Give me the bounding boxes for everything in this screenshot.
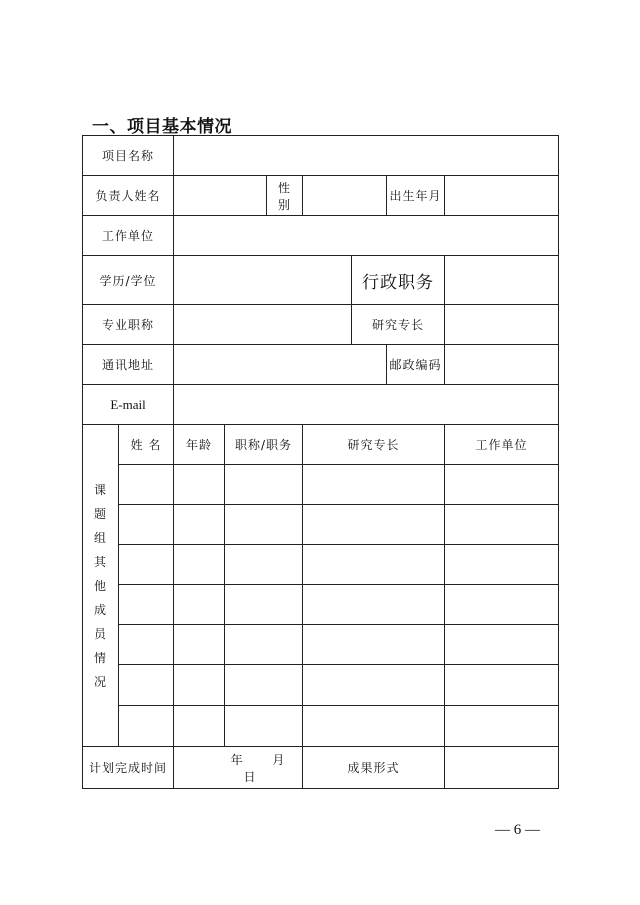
member-cell[interactable] (119, 625, 174, 665)
member-cell[interactable] (119, 545, 174, 585)
member-row (83, 585, 559, 625)
research-specialty-field[interactable] (445, 305, 559, 345)
member-cell[interactable] (303, 706, 445, 747)
member-row (83, 665, 559, 706)
birth-field[interactable] (445, 176, 559, 216)
page-number: — 6 — (495, 822, 540, 838)
project-name-label: 项目名称 (83, 136, 174, 176)
member-cell[interactable] (225, 505, 303, 545)
postcode-label: 邮政编码 (387, 345, 445, 385)
side-char: 课 (93, 482, 107, 497)
email-field[interactable] (174, 385, 559, 425)
address-label: 通讯地址 (83, 345, 174, 385)
month-label: 月 (272, 752, 286, 767)
member-cell[interactable] (174, 665, 225, 706)
member-cell[interactable] (445, 585, 559, 625)
members-side-label (83, 425, 119, 747)
side-char: 员 (93, 626, 107, 641)
side-char: 况 (93, 674, 107, 689)
member-row (83, 625, 559, 665)
member-cell[interactable] (445, 706, 559, 747)
result-form-field[interactable] (445, 747, 559, 789)
member-cell[interactable] (303, 505, 445, 545)
member-header-title: 职称/职务 (225, 425, 303, 465)
member-row (83, 465, 559, 505)
address-field[interactable] (174, 345, 387, 385)
email-label: E-mail (83, 385, 174, 425)
member-cell[interactable] (174, 545, 225, 585)
member-cell[interactable] (119, 585, 174, 625)
member-cell[interactable] (303, 665, 445, 706)
member-header-name: 姓 名 (119, 425, 174, 465)
side-char: 其 (93, 554, 107, 569)
member-row (83, 706, 559, 747)
day-label: 日 (243, 769, 257, 784)
member-cell[interactable] (225, 585, 303, 625)
project-name-field[interactable] (174, 136, 559, 176)
member-cell[interactable] (119, 505, 174, 545)
result-form-label: 成果形式 (303, 747, 445, 789)
member-cell[interactable] (225, 465, 303, 505)
member-row (83, 505, 559, 545)
side-char: 成 (93, 602, 107, 617)
research-specialty-label: 研究专长 (352, 305, 445, 345)
member-cell[interactable] (174, 625, 225, 665)
member-cell[interactable] (174, 505, 225, 545)
member-cell[interactable] (445, 465, 559, 505)
side-char: 题 (93, 506, 107, 521)
work-unit-field[interactable] (174, 216, 559, 256)
title-label: 专业职称 (83, 305, 174, 345)
work-unit-label: 工作单位 (83, 216, 174, 256)
member-cell[interactable] (119, 706, 174, 747)
member-cell[interactable] (225, 706, 303, 747)
postcode-field[interactable] (445, 345, 559, 385)
member-header-age: 年龄 (174, 425, 225, 465)
member-cell[interactable] (445, 665, 559, 706)
side-char: 组 (93, 530, 107, 545)
member-header-specialty: 研究专长 (303, 425, 445, 465)
plan-time-field[interactable] (174, 747, 303, 789)
side-char: 情 (93, 650, 107, 665)
title-field[interactable] (174, 305, 352, 345)
admin-post-field[interactable] (445, 256, 559, 305)
project-info-table (82, 135, 559, 789)
admin-post-label: 行政职务 (352, 256, 445, 305)
member-cell[interactable] (303, 545, 445, 585)
member-cell[interactable] (119, 665, 174, 706)
member-header-unit: 工作单位 (445, 425, 559, 465)
education-label: 学历/学位 (83, 256, 174, 305)
member-cell[interactable] (303, 465, 445, 505)
gender-field[interactable] (303, 176, 387, 216)
member-row (83, 545, 559, 585)
plan-time-label: 计划完成时间 (83, 747, 174, 789)
member-cell[interactable] (225, 665, 303, 706)
member-cell[interactable] (119, 465, 174, 505)
member-cell[interactable] (303, 585, 445, 625)
member-cell[interactable] (174, 465, 225, 505)
member-cell[interactable] (174, 706, 225, 747)
member-cell[interactable] (445, 625, 559, 665)
member-cell[interactable] (225, 625, 303, 665)
member-cell[interactable] (225, 545, 303, 585)
member-cell[interactable] (445, 545, 559, 585)
member-cell[interactable] (303, 625, 445, 665)
leader-name-label: 负责人姓名 (83, 176, 174, 216)
side-char: 他 (93, 578, 107, 593)
leader-name-field[interactable] (174, 176, 267, 216)
member-cell[interactable] (174, 585, 225, 625)
gender-label: 性 别 (267, 176, 303, 216)
birth-label: 出生年月 (387, 176, 445, 216)
year-label: 年 (230, 752, 244, 767)
education-field[interactable] (174, 256, 352, 305)
member-cell[interactable] (445, 505, 559, 545)
section-title: 一、项目基本情况 (92, 117, 232, 137)
